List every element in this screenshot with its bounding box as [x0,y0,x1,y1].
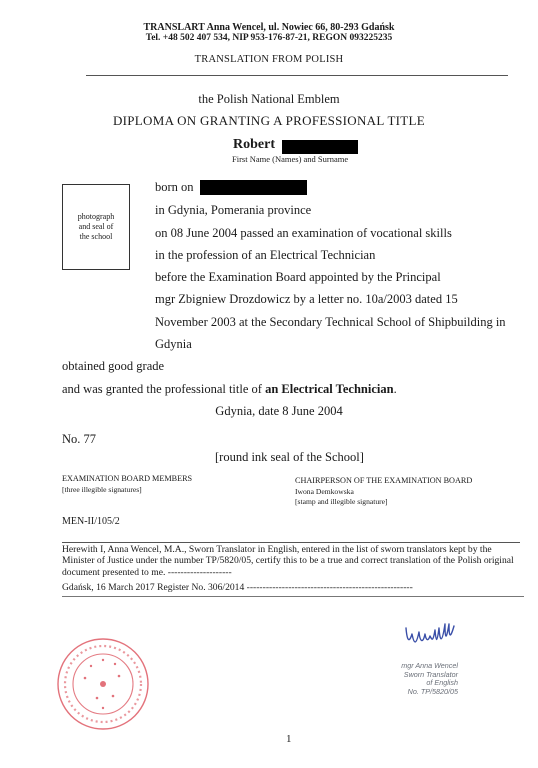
body-line: on 08 June 2004 passed an examination of vocational skills [155,226,452,240]
certification-text: Herewith I, Anna Wencel, M.A., Sworn Translator in English, entered in the list of sworn translators kept by the Minister of Justice under the number TP/5820/05, certify this to be a true and correct translation of the Polish original document presented to me. -------------------- [62,544,514,578]
diploma-title: DIPLOMA ON GRANTING A PROFESSIONAL TITLE [112,113,426,128]
certification-date-line: Gdańsk, 16 March 2017 Register No. 306/2014 ---------------------------------------------------- [62,582,413,593]
diploma-number: No. 77 [62,432,97,446]
certification-divider [62,542,520,543]
photo-placeholder [62,184,130,270]
title-line-suffix: . [393,382,397,396]
board-members-label: EXAMINATION BOARD MEMBERS [62,474,193,483]
chair-label: CHAIRPERSON OF THE EXAMINATION BOARD [295,476,473,485]
first-name: Robert [233,137,275,152]
grade-line: obtained good grade [62,359,165,373]
round-seal-stamp [55,636,151,732]
company-contact: Tel. +48 502 407 534, NIP 953-176-87-21, REGON 093225235 [145,33,393,43]
reference-number: MEN-II/105/2 [62,516,120,527]
title-line-prefix: and was granted the professional title of [62,382,266,396]
body-line: November 2003 at the Secondary Technical School of Shipbuilding in [155,315,506,329]
place-date: Gdynia, date 8 June 2004 [215,404,343,418]
body-line: in Gdynia, Pomerania province [155,203,312,217]
surname-redaction [282,140,358,154]
seal-note: [round ink seal of the School] [215,450,364,464]
photo-placeholder-label: photograph and seal of the school [77,212,115,241]
body-line: Gdynia [155,337,192,351]
name-caption: First Name (Names) and Surname [232,154,349,164]
emblem-note: the Polish National Emblem [198,92,340,106]
body-line: before the Examination Board appointed by the Principal [155,270,441,284]
body-line-born: born on [155,180,194,194]
chair-name: Iwona Demkowska [295,487,354,496]
header-divider [86,75,508,76]
title-line-bold: an Electrical Technician [265,382,394,396]
body-line: in the profession of an Electrical Technician [155,248,376,262]
chair-signature: [stamp and illegible signature] [295,497,388,506]
stamp-line-language: of English [426,678,458,688]
certification-bottom-rule [62,596,524,597]
board-members-signatures: [three illegible signatures] [62,485,142,494]
page-number: 1 [286,733,292,745]
body-line: mgr Zbigniew Drozdowicz by a letter no. 10a/2003 dated 15 [155,292,458,306]
company-header: TRANSLART Anna Wencel, ul. Nowiec 66, 80-293 Gdańsk [143,22,395,33]
stamp-line-number: No. TP/5820/05 [407,686,458,696]
translation-note: TRANSLATION FROM POLISH [194,54,344,65]
stamp-line-name: mgr Anna Wencel [401,661,458,670]
title-line [62,382,397,397]
stamp-line-title: Sworn Translator [403,669,458,679]
birthdate-redaction [200,180,307,195]
translator-stamp [360,662,458,696]
translator-signature [402,616,460,650]
